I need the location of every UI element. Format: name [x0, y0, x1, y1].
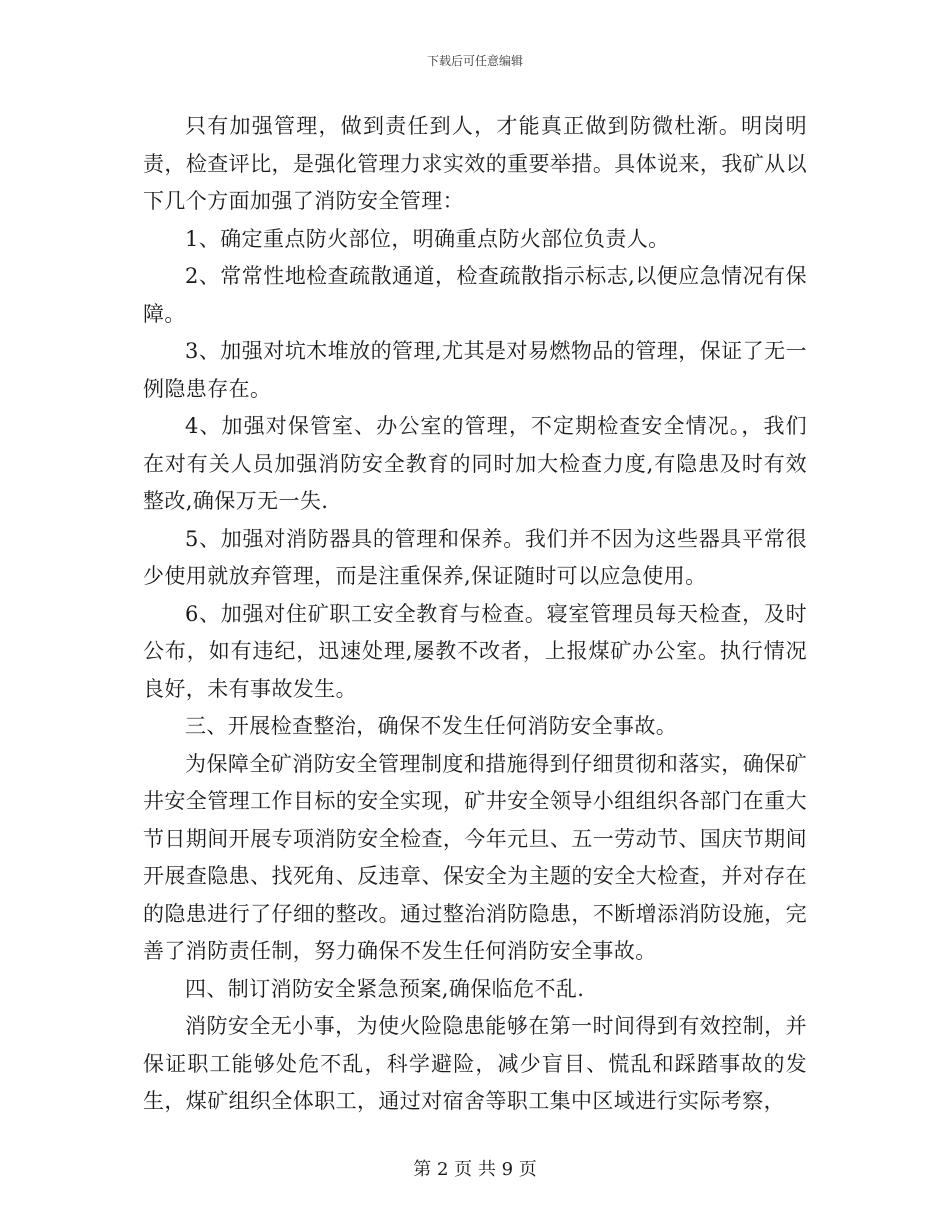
paragraph: 为保障全矿消防安全管理制度和措施得到仔细贯彻和落实，确保矿井安全管理工作目标的安全实现，矿井安全领导小组组织各部门在重大节日期间开展专项消防安全检查，今年元旦、五一劳动节、国庆节期间开展查隐患、找死角、反违章、保安全为主题的安全大检查，并对存在的隐患进行了仔细的整改。通过整治消防隐患，不断增添消防设施，完善了消防责任制，努力确保不发生任何消防安全事故。: [143, 751, 807, 963]
paragraph: 6、加强对住矿职工安全教育与检查。寝室管理员每天检查，及时公布，如有违纪，迅速处理,屡教不改者，上报煤矿办公室。执行情况良好，未有事故发生。: [143, 601, 807, 701]
paragraph: 5、加强对消防器具的管理和保养。我们并不因为这些器具平常很少使用就放弃管理，而是注重保养,保证随时可以应急使用。: [143, 526, 807, 588]
paragraph: 1、确定重点防火部位，明确重点防火部位负责人。: [185, 226, 670, 251]
paragraph: 消防安全无小事，为使火险隐患能够在第一时间得到有效控制，并保证职工能够处危不乱，科学避险，减少盲目、慌乱和踩踏事故的发生，煤矿组织全体职工，通过对宿舍等职工集中区域进行实际考察，: [143, 1014, 807, 1113]
paragraph: 只有加强管理，做到责任到人，才能真正做到防微杜渐。明岗明责，检查评比，是强化管理力求实效的重要举措。具体说来，我矿从以下几个方面加强了消防安全管理：: [143, 114, 807, 213]
section-heading: 三、开展检查整治，确保不发生任何消防安全事故。: [185, 714, 678, 738]
section-heading: 四、制订消防安全紧急预案,确保临危不乱.: [185, 976, 585, 1001]
paragraph: 2、常常性地检查疏散通道，检查疏散指示标志,以便应急情况有保障。: [143, 264, 807, 326]
header-note: 下载后可任意编辑: [426, 54, 523, 68]
paragraph: 3、加强对坑木堆放的管理,尤其是对易燃物品的管理，保证了无一例隐患存在。: [143, 339, 807, 401]
paragraph: 4、加强对保管室、办公室的管理，不定期检查安全情况。，我们在对有关人员加强消防安全教育的同时加大检查力度,有隐患及时有效整改,确保万无一失.: [143, 414, 807, 513]
document-body: [143, 108, 807, 1121]
page-number: 第 2 页 共 9 页: [413, 1159, 537, 1180]
